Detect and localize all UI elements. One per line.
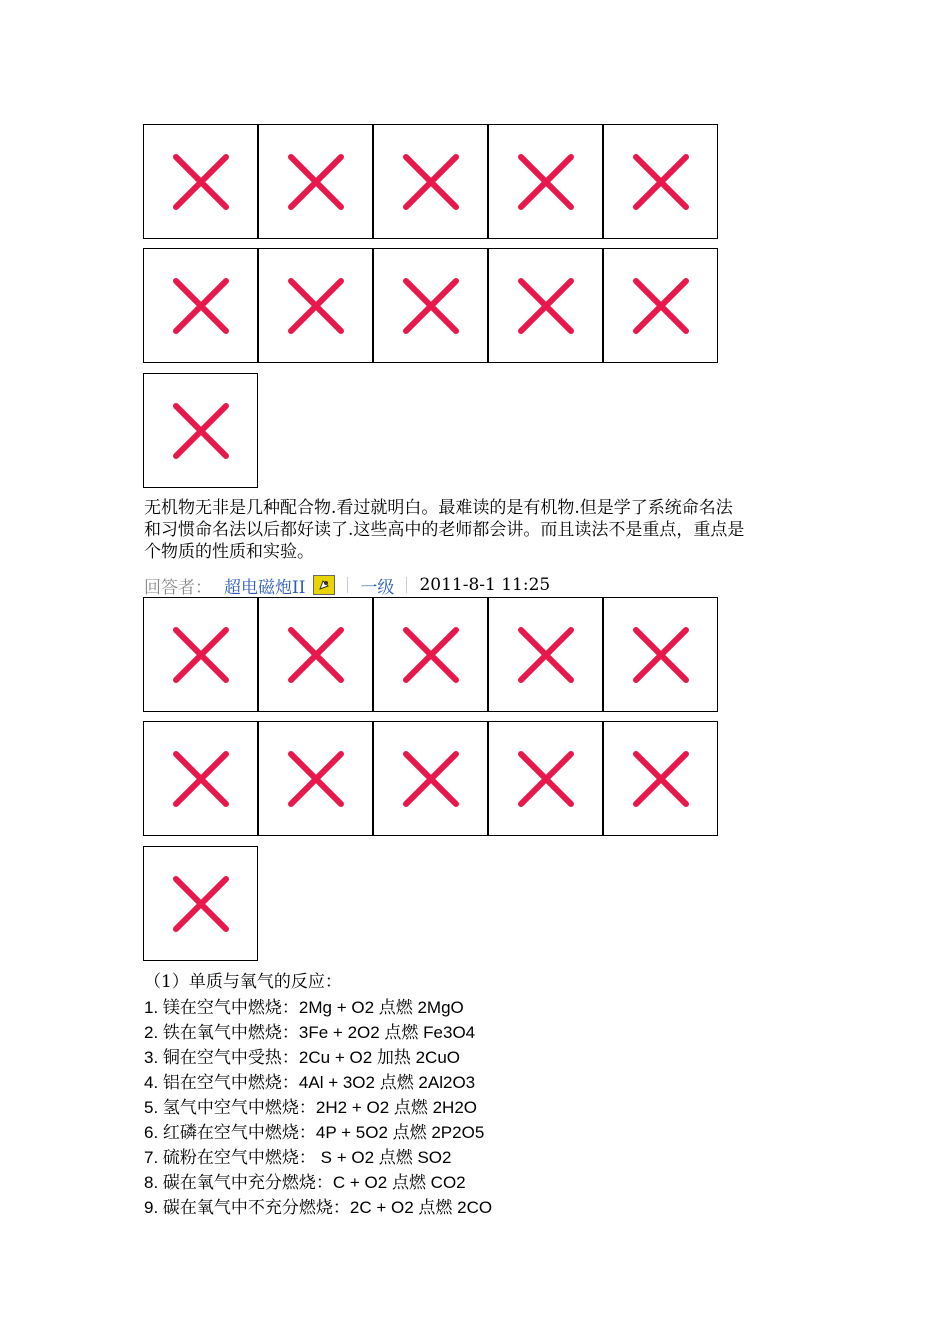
reaction-item bbox=[144, 1070, 475, 1096]
broken-image-icon bbox=[401, 152, 461, 212]
reaction-equation: 3Fe + 2O2 点燃 Fe3O4 bbox=[298, 1023, 476, 1042]
broken-image-placeholder bbox=[488, 597, 603, 712]
broken-image-placeholder bbox=[603, 721, 718, 836]
image-row bbox=[143, 721, 718, 836]
broken-image-placeholder bbox=[258, 248, 373, 363]
broken-image-placeholder bbox=[143, 846, 258, 961]
broken-image-placeholder bbox=[258, 597, 373, 712]
reaction-description: 氢气中空气中燃烧： bbox=[162, 1098, 316, 1118]
broken-image-placeholder bbox=[258, 721, 373, 836]
reaction-description: 铁在氧气中燃烧： bbox=[162, 1023, 299, 1043]
broken-image-icon bbox=[286, 625, 346, 685]
reaction-description: 碳在氧气中充分燃烧： bbox=[162, 1173, 333, 1193]
reaction-item bbox=[144, 1145, 451, 1171]
broken-image-placeholder bbox=[603, 248, 718, 363]
user-badge-icon[interactable] bbox=[313, 575, 335, 595]
reaction-equation: S + O2 点燃 SO2 bbox=[315, 1148, 452, 1167]
broken-image-icon bbox=[516, 749, 576, 809]
reaction-equation: C + O2 点燃 CO2 bbox=[332, 1173, 466, 1192]
reaction-number: 1. bbox=[144, 998, 163, 1017]
answerer-name-link[interactable]: 超电磁炮II bbox=[224, 577, 306, 598]
broken-image-icon bbox=[171, 625, 231, 685]
broken-image-placeholder bbox=[143, 373, 258, 488]
answer-text bbox=[144, 497, 824, 563]
broken-image-icon bbox=[286, 152, 346, 212]
reaction-number: 8. bbox=[144, 1173, 163, 1192]
reaction-item bbox=[144, 1195, 492, 1221]
reaction-equation: 2Mg + O2 点燃 2MgO bbox=[298, 998, 464, 1017]
broken-image-icon bbox=[631, 276, 691, 336]
reaction-number: 5. bbox=[144, 1098, 163, 1117]
broken-image-icon bbox=[401, 749, 461, 809]
broken-image-icon bbox=[631, 152, 691, 212]
broken-image-icon bbox=[516, 625, 576, 685]
broken-image-placeholder bbox=[143, 597, 258, 712]
reaction-number: 2. bbox=[144, 1023, 163, 1042]
broken-image-icon bbox=[401, 625, 461, 685]
reaction-item bbox=[144, 1020, 475, 1046]
broken-image-placeholder bbox=[143, 124, 258, 239]
broken-image-placeholder bbox=[143, 248, 258, 363]
broken-image-icon bbox=[171, 874, 231, 934]
reaction-description: 镁在空气中燃烧： bbox=[162, 998, 299, 1018]
broken-image-placeholder bbox=[373, 248, 488, 363]
broken-image-placeholder bbox=[488, 124, 603, 239]
reaction-number: 9. bbox=[144, 1198, 163, 1217]
reaction-equation: 2C + O2 点燃 2CO bbox=[349, 1198, 493, 1217]
broken-image-icon bbox=[516, 276, 576, 336]
section-title: （1）单质与氧气的反应： bbox=[144, 972, 342, 992]
reaction-item bbox=[144, 1170, 466, 1196]
broken-image-icon bbox=[286, 749, 346, 809]
broken-image-icon bbox=[171, 152, 231, 212]
reaction-item bbox=[144, 1045, 460, 1071]
answerer-label: 回答者： bbox=[144, 577, 212, 598]
answer-timestamp: 2011-8-1 11:25 bbox=[419, 575, 551, 595]
reaction-number: 6. bbox=[144, 1123, 163, 1142]
reaction-number: 7. bbox=[144, 1148, 163, 1167]
reaction-description: 铝在空气中燃烧： bbox=[162, 1073, 299, 1093]
reaction-item bbox=[144, 1120, 484, 1146]
broken-image-placeholder bbox=[143, 721, 258, 836]
reaction-description: 硫粉在空气中燃烧： bbox=[162, 1148, 316, 1168]
answer-line: 无机物无非是几种配合物.看过就明白。最难读的是有机物.但是学了系统命名法 bbox=[144, 498, 733, 518]
image-row bbox=[143, 373, 258, 488]
broken-image-icon bbox=[631, 625, 691, 685]
broken-image-icon bbox=[171, 749, 231, 809]
reaction-number: 3. bbox=[144, 1048, 163, 1067]
separator bbox=[406, 577, 407, 593]
answer-line: 个物质的性质和实验。 bbox=[144, 542, 314, 562]
broken-image-placeholder bbox=[603, 124, 718, 239]
reaction-equation: 4P + 5O2 点燃 2P2O5 bbox=[315, 1123, 485, 1142]
broken-image-placeholder bbox=[488, 248, 603, 363]
separator bbox=[347, 577, 348, 593]
image-row bbox=[143, 846, 258, 961]
answer-meta bbox=[144, 573, 550, 597]
broken-image-placeholder bbox=[258, 124, 373, 239]
reaction-description: 碳在氧气中不充分燃烧： bbox=[162, 1198, 350, 1218]
reaction-equation: 2H2 + O2 点燃 2H2O bbox=[315, 1098, 477, 1117]
broken-image-placeholder bbox=[488, 721, 603, 836]
broken-image-icon bbox=[171, 401, 231, 461]
image-row bbox=[143, 248, 718, 363]
broken-image-placeholder bbox=[603, 597, 718, 712]
reaction-description: 红磷在空气中燃烧： bbox=[162, 1123, 316, 1143]
broken-image-placeholder bbox=[373, 597, 488, 712]
broken-image-icon bbox=[286, 276, 346, 336]
broken-image-icon bbox=[401, 276, 461, 336]
reaction-equation: 2Cu + O2 加热 2CuO bbox=[298, 1048, 460, 1067]
broken-image-icon bbox=[631, 749, 691, 809]
broken-image-placeholder bbox=[373, 721, 488, 836]
image-row bbox=[143, 124, 718, 239]
answer-line: 和习惯命名法以后都好读了.这些高中的老师都会讲。而且读法不是重点，重点是 bbox=[144, 520, 745, 540]
broken-image-icon bbox=[171, 276, 231, 336]
broken-image-icon bbox=[516, 152, 576, 212]
user-level-link[interactable]: 一级 bbox=[360, 577, 395, 598]
reaction-equation: 4Al + 3O2 点燃 2Al2O3 bbox=[298, 1073, 476, 1092]
reaction-item bbox=[144, 995, 464, 1021]
image-row bbox=[143, 597, 718, 712]
reaction-number: 4. bbox=[144, 1073, 163, 1092]
reaction-item bbox=[144, 1095, 477, 1121]
broken-image-placeholder bbox=[373, 124, 488, 239]
reaction-description: 铜在空气中受热： bbox=[162, 1048, 299, 1068]
